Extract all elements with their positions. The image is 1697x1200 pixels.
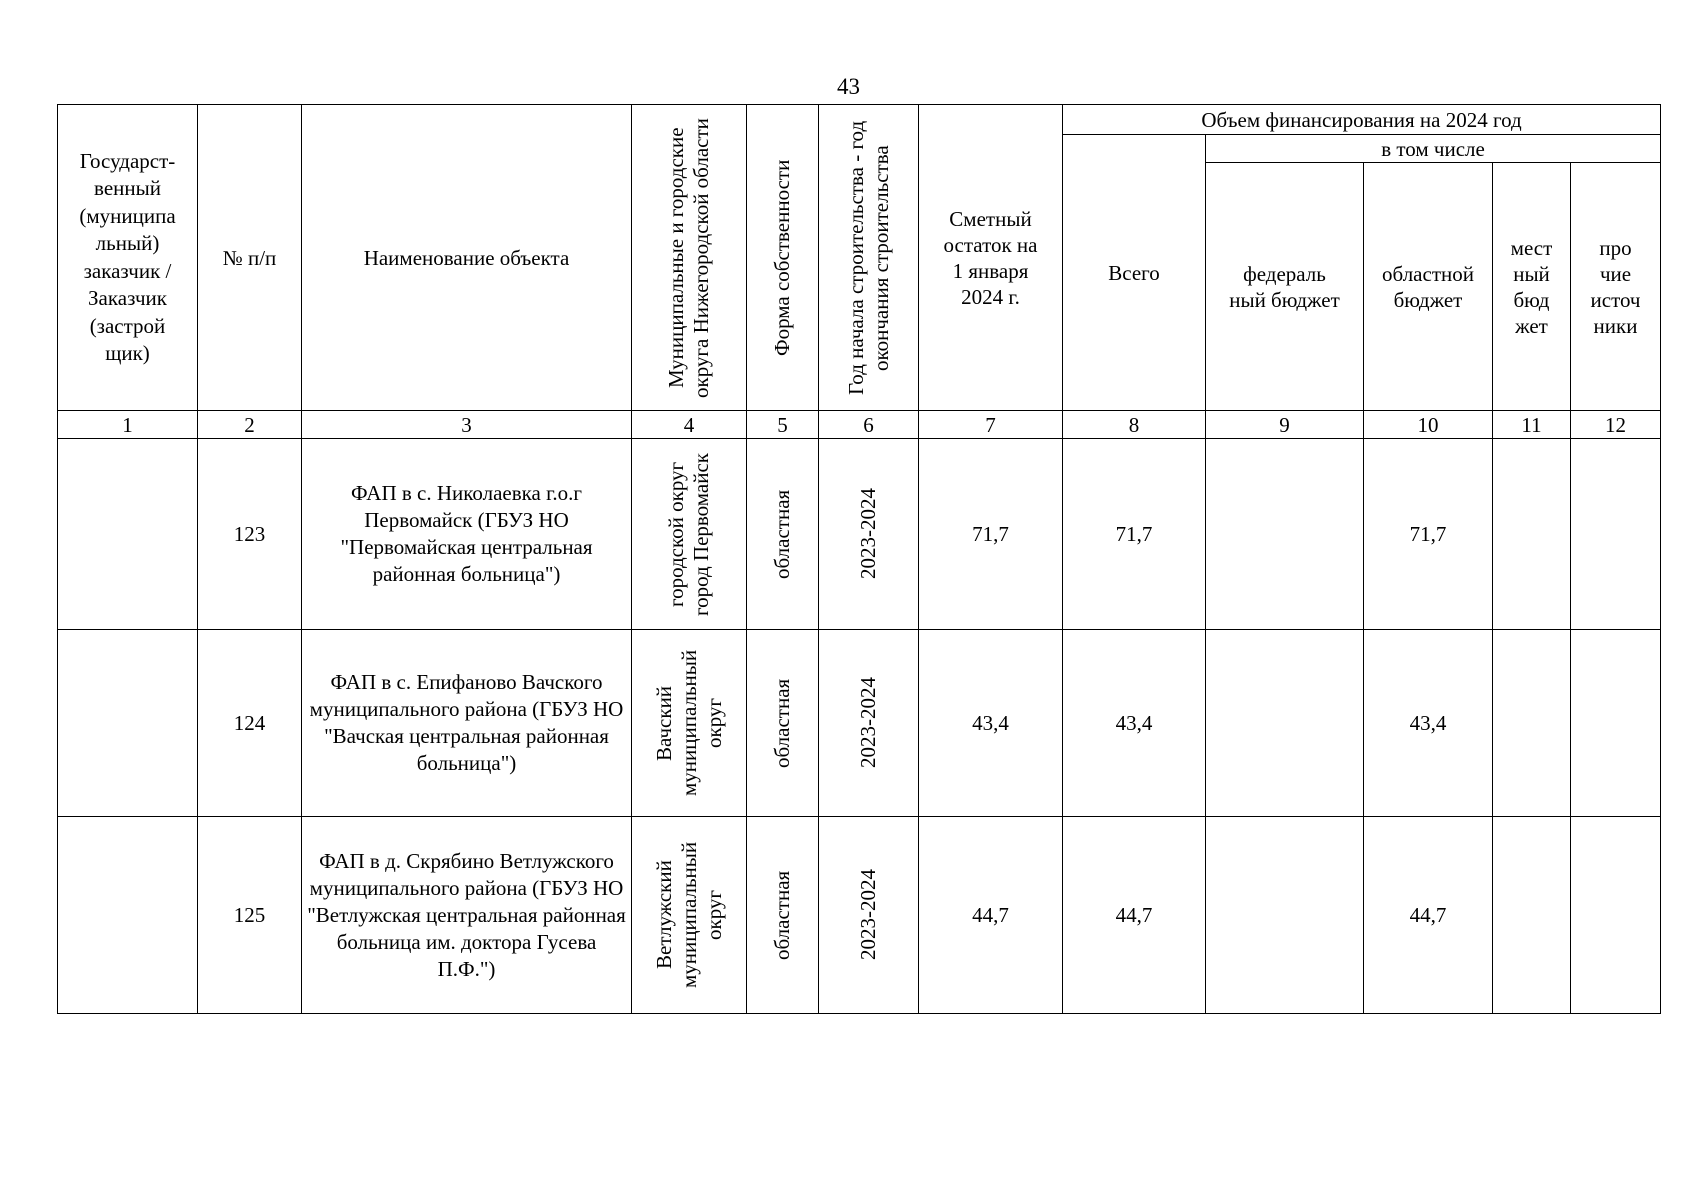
header-number: № п/п [198,105,302,411]
header-municipal [632,105,747,411]
cell-federal [1206,439,1364,630]
cell-local [1493,630,1571,817]
cell-municipal-label: Вачский муниципальный округ [651,649,726,797]
column-number: 3 [302,411,632,439]
cell-years-label: 2023-2024 [856,677,880,769]
header-customer [58,105,198,411]
cell-customer [58,439,198,630]
cell-years [819,630,919,817]
cell-municipal [632,439,747,630]
column-numbers-row [58,411,1661,439]
header-years-label: Год начала строительства - год окончания строительства [843,120,893,395]
cell-years-label: 2023-2024 [856,869,880,961]
column-number: 8 [1063,411,1206,439]
cell-total: 44,7 [1063,817,1206,1014]
cell-total: 71,7 [1063,439,1206,630]
cell-regional: 71,7 [1364,439,1493,630]
cell-regional: 44,7 [1364,817,1493,1014]
cell-years-label: 2023-2024 [856,488,880,580]
column-number: 10 [1364,411,1493,439]
header-ownership [747,105,819,411]
cell-federal [1206,817,1364,1014]
cell-other [1571,439,1661,630]
column-number: 12 [1571,411,1661,439]
cell-municipal [632,817,747,1014]
header-label: федераль ный бюджет [1229,261,1340,312]
cell-years [819,439,919,630]
column-number: 5 [747,411,819,439]
header-estimate [919,105,1063,411]
table-row [58,630,1661,817]
cell-local [1493,439,1571,630]
header-label: Сметный остаток на 1 января 2024 г. [943,206,1038,309]
header-regional [1364,163,1493,411]
cell-total: 43,4 [1063,630,1206,817]
column-number: 11 [1493,411,1571,439]
cell-municipal [632,630,747,817]
header-local [1493,163,1571,411]
cell-ownership [747,817,819,1014]
cell-ownership [747,439,819,630]
financing-table [57,104,1661,1014]
column-number: 4 [632,411,747,439]
cell-estimate: 44,7 [919,817,1063,1014]
cell-other [1571,817,1661,1014]
cell-ownership [747,630,819,817]
header-total: Всего [1063,135,1206,411]
header-funding-group: Объем финансирования на 2024 год [1063,105,1661,135]
cell-customer [58,630,198,817]
cell-federal [1206,630,1364,817]
cell-estimate: 43,4 [919,630,1063,817]
column-number: 9 [1206,411,1364,439]
cell-number: 124 [198,630,302,817]
header-other [1571,163,1661,411]
cell-estimate: 71,7 [919,439,1063,630]
cell-object-name: ФАП в с. Николаевка г.о.г Первомайск (ГБУЗ НО "Первомайская центральная районная больница") [302,439,632,630]
header-object-name: Наименование объекта [302,105,632,411]
cell-object-name: ФАП в д. Скрябино Ветлужского муниципального района (ГБУЗ НО "Ветлужская центральная районная больница им. доктора Гусева П.Ф.") [302,817,632,1014]
cell-municipal-label: Ветлужский муниципальный округ [651,841,726,989]
header-label: Государст- венный (муниципа льный) заказчик / Заказчик (застрой щик) [79,148,176,365]
header-label: про чие источ ники [1590,235,1641,338]
header-label: мест ный бюд жет [1510,235,1553,338]
column-number: 7 [919,411,1063,439]
cell-ownership-label: областная [770,678,794,768]
cell-customer [58,817,198,1014]
table-row [58,817,1661,1014]
cell-ownership-label: областная [770,870,794,960]
cell-other [1571,630,1661,817]
header-municipal-label: Муниципальные и городские округа Нижегородской области [664,117,713,398]
header-ownership-label: Форма собственности [770,159,794,356]
header-years [819,105,919,411]
column-number: 6 [819,411,919,439]
cell-municipal-label: городской округ город Первомайск [664,452,713,616]
header-row-top [58,105,1661,135]
table-row [58,439,1661,630]
header-federal [1206,163,1364,411]
cell-regional: 43,4 [1364,630,1493,817]
cell-local [1493,817,1571,1014]
cell-number: 125 [198,817,302,1014]
header-including: в том числе [1206,135,1661,163]
column-number: 2 [198,411,302,439]
header-label: областной бюджет [1382,261,1474,312]
column-number: 1 [58,411,198,439]
cell-object-name: ФАП в с. Епифаново Вачского муниципального района (ГБУЗ НО "Вачская центральная районная больница") [302,630,632,817]
cell-ownership-label: областная [770,489,794,579]
cell-number: 123 [198,439,302,630]
page-number: 43 [837,74,860,99]
cell-years [819,817,919,1014]
